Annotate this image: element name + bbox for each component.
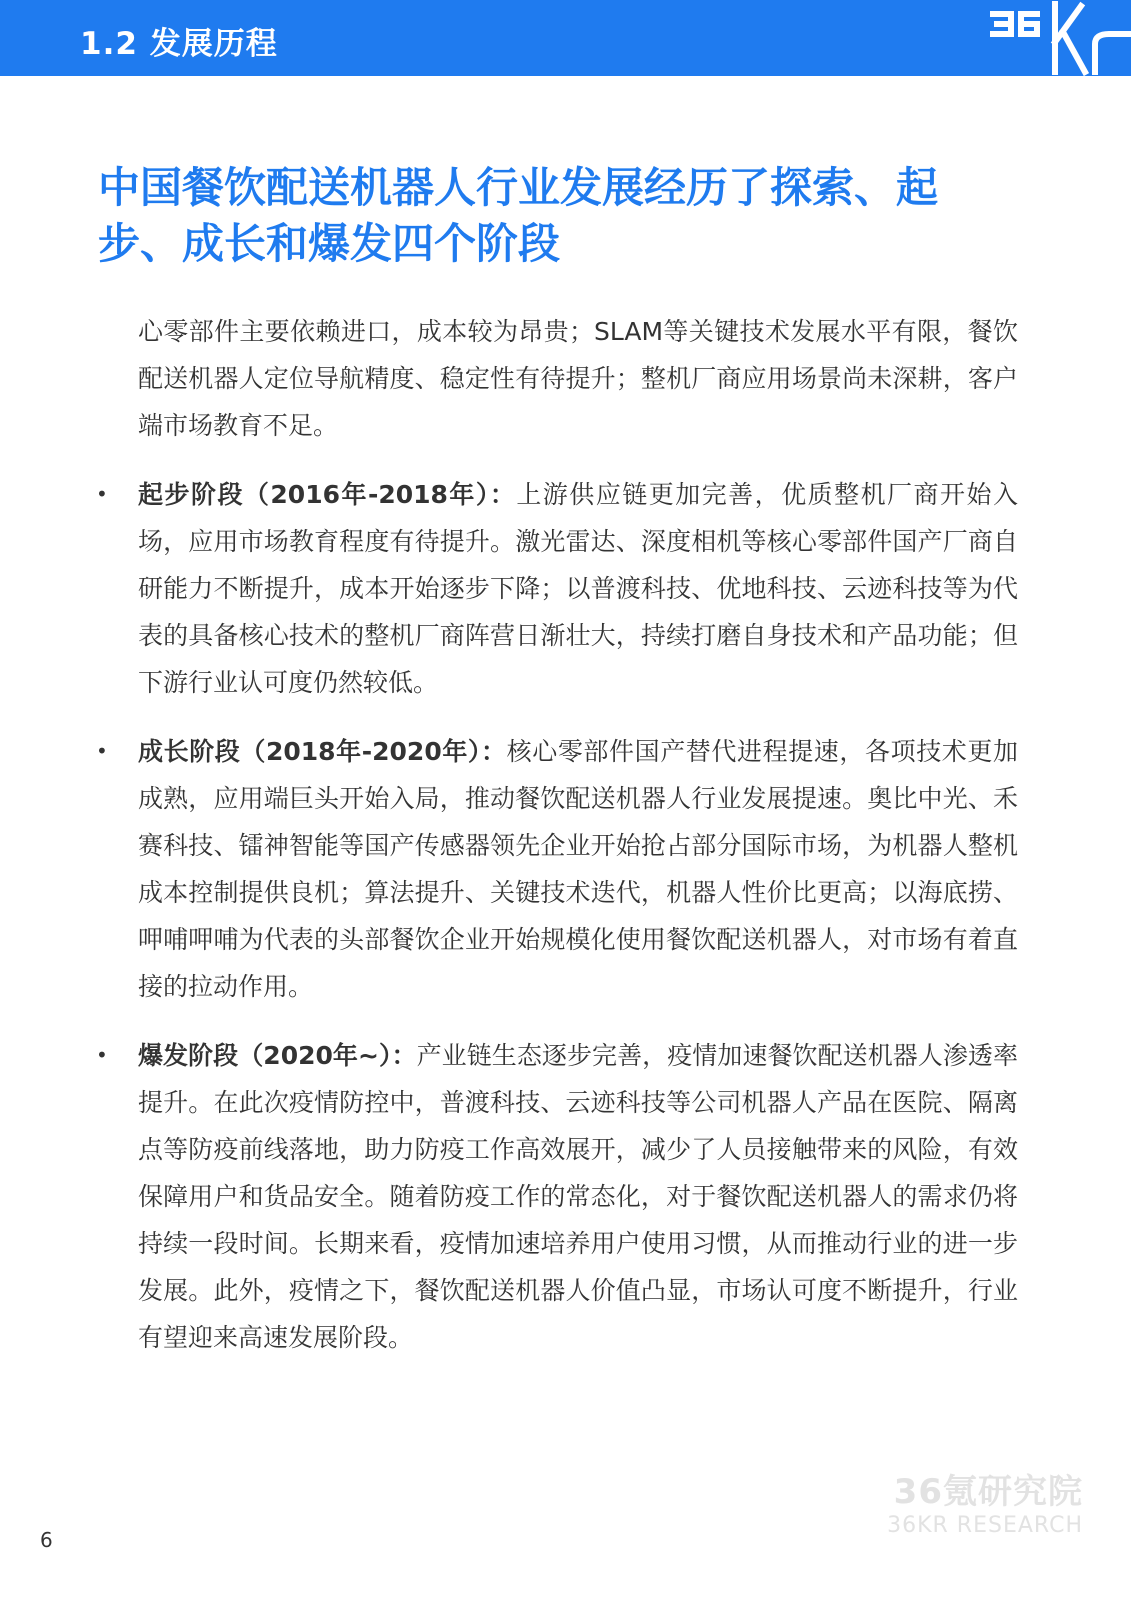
watermark-en: 36KR RESEARCH xyxy=(887,1513,1083,1538)
bullet-icon: • xyxy=(96,739,108,763)
intro-paragraph: 心零部件主要依赖进口，成本较为昂贵；SLAM等关键技术发展水平有限，餐饮配送机器人定位导航精度、稳定性有待提升；整机厂商应用场景尚未深耕，客户端市场教育不足。 xyxy=(138,317,1018,440)
page-heading: 中国餐饮配送机器人行业发展经历了探索、起步、成长和爆发四个阶段 xyxy=(98,163,939,268)
list-item xyxy=(96,471,1018,706)
stage-term: 成长阶段（2018年-2020年）： xyxy=(138,737,507,766)
watermark xyxy=(887,1472,1083,1540)
header-bar xyxy=(0,0,1131,76)
brand-logo xyxy=(981,0,1131,76)
stage-text: 核心零部件国产替代进程提速，各项技术更加成熟，应用端巨头开始入局，推动餐饮配送机器人行业发展提速。奥比中光、禾赛科技、镭神智能等国产传感器领先企业开始抢占部分国际市场，为机器人整机成本控制提供良机；算法提升、关键技术迭代，机器人性价比更高；以海底捞、呷哺呷哺为代表的头部餐饮企业开始规模化使用餐饮配送机器人，对市场有着直接的拉动作用。 xyxy=(138,737,1018,1001)
stage-text: 上游供应链更加完善，优质整机厂商开始入场，应用市场教育程度有待提升。激光雷达、深度相机等核心零部件国产厂商自研能力不断提升，成本开始逐步下降；以普渡科技、优地科技、云迹科技等为代表的具备核心技术的整机厂商阵营日渐壮大，持续打磨自身技术和产品功能；但下游行业认可度仍然较低。 xyxy=(138,480,1018,697)
stage-term: 爆发阶段（2020年~）： xyxy=(138,1041,417,1070)
stage-text: 产业链生态逐步完善，疫情加速餐饮配送机器人渗透率提升。在此次疫情防控中，普渡科技、云迹科技等公司机器人产品在医院、隔离点等防疫前线落地，助力防疫工作高效展开，减少了人员接触带来的风险，有效保障用户和货品安全。随着防疫工作的常态化，对于餐饮配送机器人的需求仍将持续一段时间。长期来看，疫情加速培养用户使用习惯，从而推动行业的进一步发展。此外，疫情之下，餐饮配送机器人价值凸显，市场认可度不断提升，行业有望迎来高速发展阶段。 xyxy=(138,1041,1018,1352)
watermark-cn: 36氪研究院 xyxy=(893,1472,1083,1512)
stage-term: 起步阶段（2016年-2018年）： xyxy=(138,480,517,509)
section-title: 1.2 发展历程 xyxy=(80,26,278,62)
body-content xyxy=(96,308,1018,1383)
list-item xyxy=(96,1032,1018,1361)
bullet-icon: • xyxy=(96,482,108,506)
list-item xyxy=(96,728,1018,1010)
bullet-icon: • xyxy=(96,1043,108,1067)
page-number: 6 xyxy=(40,1528,53,1552)
